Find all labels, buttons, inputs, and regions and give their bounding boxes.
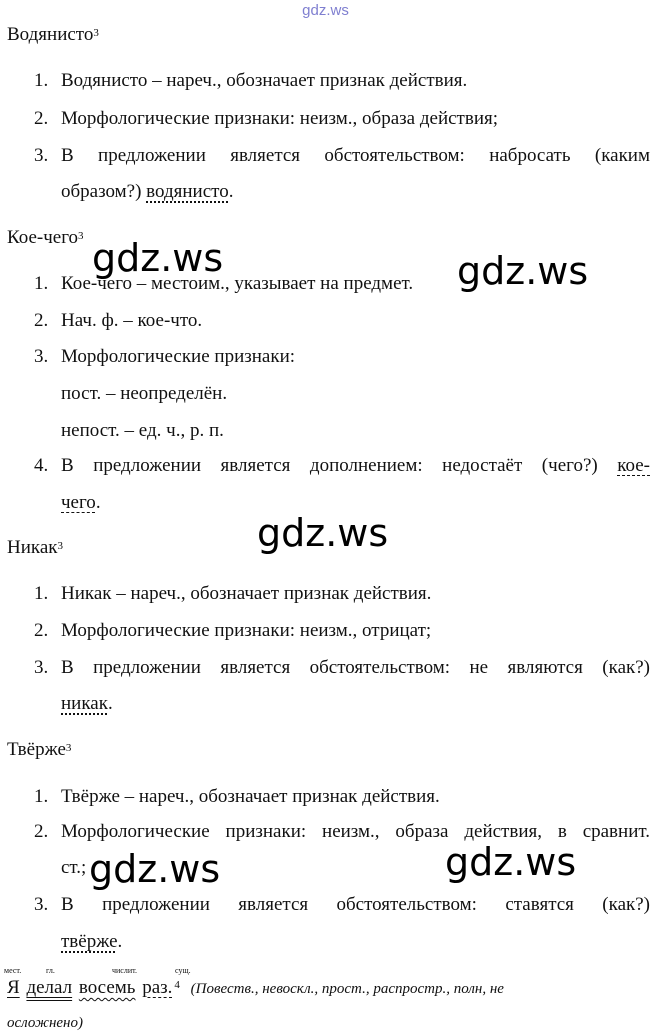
item-number: 1. xyxy=(34,70,49,91)
predicate-word: делал xyxy=(26,977,73,998)
item-continuation xyxy=(61,181,233,203)
annotation-pos: мест. xyxy=(4,966,22,975)
watermark: gdz.ws xyxy=(92,236,224,280)
item-number: 2. xyxy=(34,620,49,641)
cont-punct: . xyxy=(228,181,234,202)
section-word-tverzhe xyxy=(7,739,71,761)
parsed-sentence xyxy=(7,976,647,1001)
cont-text: образом?) xyxy=(61,181,147,202)
word-text: Кое-чего xyxy=(7,227,79,248)
object-word: раз. xyxy=(142,977,173,998)
item-text: В предложении является обстоятельством: ставятся (как?) xyxy=(61,894,650,915)
word-sup: 3 xyxy=(78,230,84,242)
sentence-sup: 4 xyxy=(174,979,180,991)
item-text: В предложении является обстоятельством: набросать (каким xyxy=(61,145,650,166)
item-number: 2. xyxy=(34,108,49,129)
cont-punct: . xyxy=(117,931,123,952)
item-number: 3. xyxy=(34,346,49,367)
section-word-koe-chego xyxy=(7,227,84,249)
item-text: Нач. ф. – кое-что. xyxy=(61,310,203,331)
underlined-word: кое- xyxy=(617,455,650,476)
subject-word: Я xyxy=(7,977,20,998)
watermark: gdz.ws xyxy=(457,249,589,293)
item-text xyxy=(61,455,650,477)
item-text: Водянисто – нареч., обозначает признак действия. xyxy=(61,70,468,91)
item-text: Морфологические признаки: неизм., образа действия, в сравнит. xyxy=(61,821,650,842)
item-text: В предложении является обстоятельством: не являются (как?) xyxy=(61,657,650,678)
item-number: 3. xyxy=(34,145,49,166)
word-sup: 3 xyxy=(93,27,99,39)
cont-punct: . xyxy=(95,492,101,513)
attribute-word: восемь xyxy=(78,977,136,998)
word-text: Никак xyxy=(7,537,58,558)
item-number: 2. xyxy=(34,821,49,842)
item-sub-line: пост. – неопределён. xyxy=(61,383,228,404)
item-number: 3. xyxy=(34,894,49,915)
item-text: Никак – нареч., обозначает признак действия. xyxy=(61,583,432,604)
word-text: Водянисто xyxy=(7,24,94,45)
item-continuation: ст.; xyxy=(61,857,87,878)
item-continuation xyxy=(61,693,113,715)
section-word-vodyanisto xyxy=(7,24,99,46)
item-number: 4. xyxy=(34,455,49,476)
item-number: 2. xyxy=(34,310,49,331)
item-sub-line: непост. – ед. ч., р. п. xyxy=(61,420,224,441)
annotation-pos: гл. xyxy=(46,966,55,975)
item-text: Морфологические признаки: неизм., образа действия; xyxy=(61,108,498,129)
watermark-top: gdz.ws xyxy=(302,2,349,19)
underlined-word: твёрже xyxy=(61,931,118,952)
word-text: Твёрже xyxy=(7,739,66,760)
item-text: Морфологические признаки: xyxy=(61,346,296,367)
watermark: gdz.ws xyxy=(89,847,221,891)
sentence-note-line2: осложнено) xyxy=(7,1015,83,1031)
item-continuation xyxy=(61,931,122,953)
watermark: gdz.ws xyxy=(445,840,577,884)
underlined-word: водянисто xyxy=(146,181,229,202)
item-text-pre: В предложении является дополнением: недостаёт (чего?) xyxy=(61,455,618,476)
item-number: 1. xyxy=(34,786,49,807)
item-text: Морфологические признаки: неизм., отрицат; xyxy=(61,620,432,641)
item-text: Кое-чего – местоим., указывает на предмет. xyxy=(61,273,414,294)
watermark: gdz.ws xyxy=(257,511,389,555)
item-text: Твёрже – нареч., обозначает признак действия. xyxy=(61,786,440,807)
section-word-nikak xyxy=(7,537,63,559)
item-continuation xyxy=(61,492,101,514)
annotation-pos: сущ. xyxy=(175,966,191,975)
sentence-note: (Повеств., невоскл., прост., распростр., полн, не xyxy=(190,981,504,997)
item-number: 1. xyxy=(34,583,49,604)
item-number: 3. xyxy=(34,657,49,678)
underlined-word: никак xyxy=(61,693,108,714)
underlined-word: чего xyxy=(61,492,96,513)
word-sup: 3 xyxy=(65,742,72,754)
item-number: 1. xyxy=(34,273,49,294)
word-sup: 3 xyxy=(57,540,63,552)
annotation-pos: числит. xyxy=(112,966,138,975)
cont-punct: . xyxy=(107,693,113,714)
